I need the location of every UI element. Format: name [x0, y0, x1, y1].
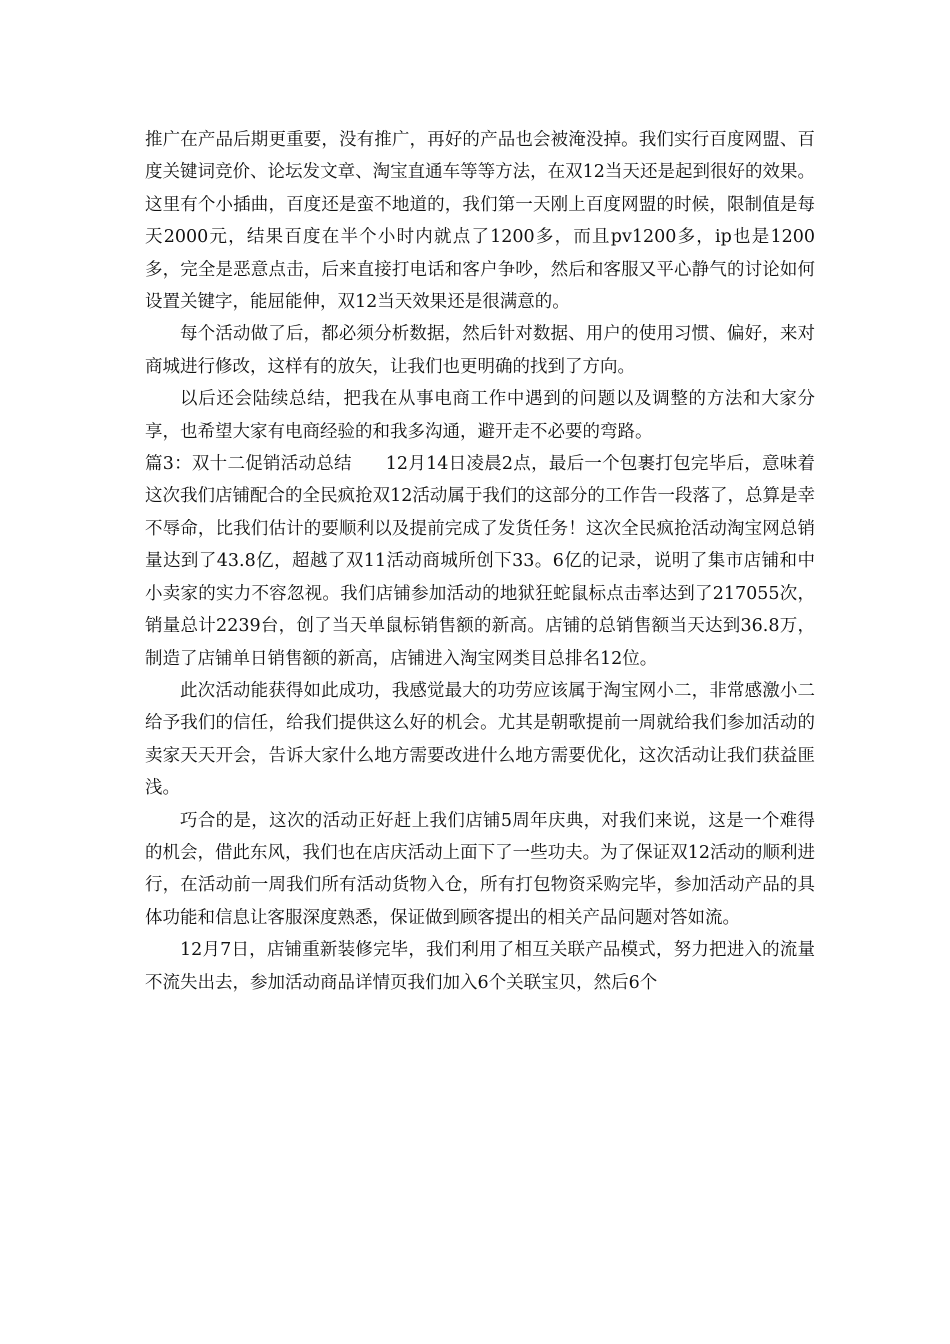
- paragraph-future-summary: 以后还会陆续总结，把我在从事电商工作中遇到的问题以及调整的方法和大家分享，也希望大家有电商经验的和我多沟通，避开走不必要的弯路。: [145, 389, 815, 442]
- paragraph-section-3: [145, 448, 815, 675]
- paragraph-promotion: 推广在产品后期更重要，没有推广，再好的产品也会被淹没掉。我们实行百度网盟、百度关键词竞价、论坛发文章、淘宝直通车等等方法，在双12当天还是起到很好的效果。这里有个小插曲，百度还是蛮不地道的，我们第一天刚上百度网盟的时候，限制值是每天2000元，结果百度在半个小时内就点了1200多，而且pv1200多，ip也是1200多，完全是恶意点击，后来直接打电话和客户争吵，然后和客服又平心静气的讨论如何设置关键字，能屈能伸，双12当天效果还是很满意的。: [145, 130, 815, 313]
- paragraph-success-credit: 此次活动能获得如此成功，我感觉最大的功劳应该属于淘宝网小二，非常感激小二给予我们的信任，给我们提供这么好的机会。尤其是朝歌提前一周就给我们参加活动的卖家天天开会，告诉大家什么地方需要改进什么地方需要优化，这次活动让我们获益匪浅。: [145, 680, 815, 799]
- section-heading: 篇3：双十二促销活动总结: [145, 454, 352, 475]
- section-3-body: 12月14日凌晨2点，最后一个包裹打包完毕后，意味着这次我们店铺配合的全民疯抢双12活动属于我们的这部分的工作告一段落了，总算是幸不辱命，比我们估计的要顺利以及提前完成了发货任务！这次全民疯抢活动淘宝网总销量达到了43.8亿，超越了双11活动商城所创下33。6亿的记录，说明了集市店铺和中小卖家的实力不容忽视。我们店铺参加活动的地狱狂蛇鼠标点击率达到了217055次，销量总计2239台，创了当天单鼠标销售额的新高。店铺的总销售额当天达到36.8万，制造了店铺单日销售额的新高，店铺进入淘宝网类目总排名12位。: [145, 454, 816, 669]
- paragraph-data-analysis: 每个活动做了后，都必须分析数据，然后针对数据、用户的使用习惯、偏好，来对商城进行修改，这样有的放矢，让我们也更明确的找到了方向。: [145, 324, 815, 377]
- paragraph-store-renovation: 12月7日，店铺重新装修完毕，我们利用了相互关联产品模式，努力把进入的流量不流失出去，参加活动商品详情页我们加入6个关联宝贝，然后6个: [145, 940, 815, 993]
- document-body: [145, 124, 815, 999]
- paragraph-anniversary: 巧合的是，这次的活动正好赶上我们店铺5周年庆典，对我们来说，这是一个难得的机会，借此东风，我们也在店庆活动上面下了一些功夫。为了保证双12活动的顺利进行，在活动前一周我们所有活动货物入仓，所有打包物资采购完毕，参加活动产品的具体功能和信息让客服深度熟悉，保证做到顾客提出的相关产品问题对答如流。: [145, 810, 815, 928]
